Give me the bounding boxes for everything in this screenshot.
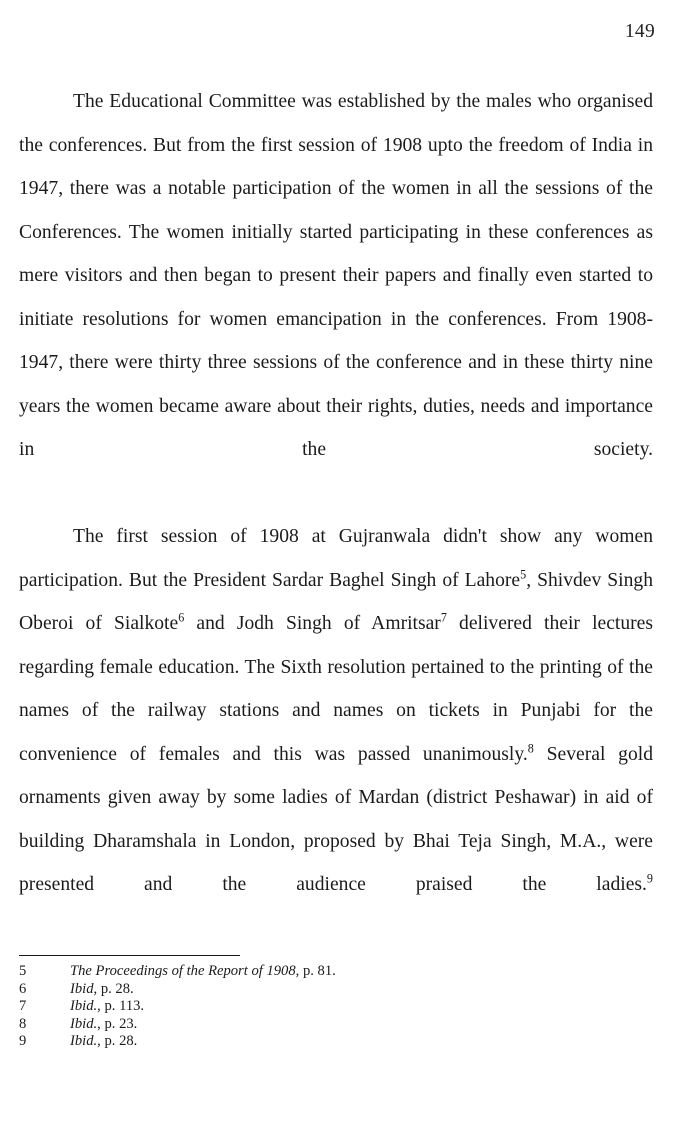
footnote-separator-rule [19, 955, 240, 956]
footnote-number: 5 [19, 963, 27, 979]
footnote-item [19, 1016, 653, 1034]
footnote-title: Ibid. [70, 998, 98, 1015]
footnote-reference: 7 [440, 610, 447, 625]
footnote-number: 9 [19, 1033, 27, 1050]
footnote-text: Ibid., p. 28. [70, 1033, 138, 1050]
paragraph: The Educational Committee was established by the males who organised the conferences. But from the first session of 1908 upto the freedom of India in 1947, there was a notable participation of the women in all the sessions of the Conferences. The women initially started participating in these conferences as mere visitors and then began to present their papers and finally even started to initiate resolutions for women emancipation in the conferences. From 1908-1947, there were thirty three sessions of the conference and in these thirty nine years the women became aware about their rights, duties, needs and importance in the society. [19, 91, 653, 460]
footnote-text: Ibid, p. 28. [70, 980, 134, 997]
footnote-reference: 8 [527, 740, 534, 755]
footnote-number: 7 [19, 998, 27, 1015]
footnote-reference: 6 [178, 610, 185, 625]
footnote-text: The Proceedings of the Report of 1908, p. 81. [70, 963, 336, 979]
footnote-reference: 5 [520, 566, 527, 581]
footnote-text: Ibid., p. 113. [70, 998, 145, 1015]
footnote-text: Ibid., p. 23. [70, 1015, 138, 1032]
body-text-column [19, 80, 653, 950]
footnote-list [19, 963, 653, 1051]
footnote-title: Ibid. [70, 1015, 98, 1032]
footnote-item [19, 1033, 653, 1051]
footnote-item [19, 981, 653, 999]
footnote-item [19, 963, 653, 981]
footnote-number: 6 [19, 980, 27, 997]
footnote-block [19, 955, 653, 1051]
footnote-item [19, 998, 653, 1016]
footnote-title: The Proceedings of the Report of 1908 [70, 963, 296, 979]
footnote-title: Ibid [70, 980, 94, 997]
footnote-reference: 9 [646, 871, 653, 886]
paragraph: The first session of 1908 at Gujranwala didn't show any women participation. But the President Sardar Baghel Singh of Lahore$^5$, Shivdev Singh Oberoi of Sialkote$^6$ and Jodh Singh of Amritsar$^7$ delivered their lectures regarding female education. The Sixth resolution pertained to the printing of the names of the railway stations and names on tickets in Punjabi for the convenience of females and this was passed unanimously.$^8$ Several gold ornaments given away by some ladies of Mardan (district Peshawar) in aid of building Dharamshala in London, proposed by Bhai Teja Singh, M.A., were presented and the audience praised the ladies.$^9$ [19, 526, 654, 895]
footnote-title: Ibid. [70, 1033, 98, 1050]
footnote-number: 8 [19, 1015, 27, 1032]
page-number: 149 [624, 21, 655, 42]
